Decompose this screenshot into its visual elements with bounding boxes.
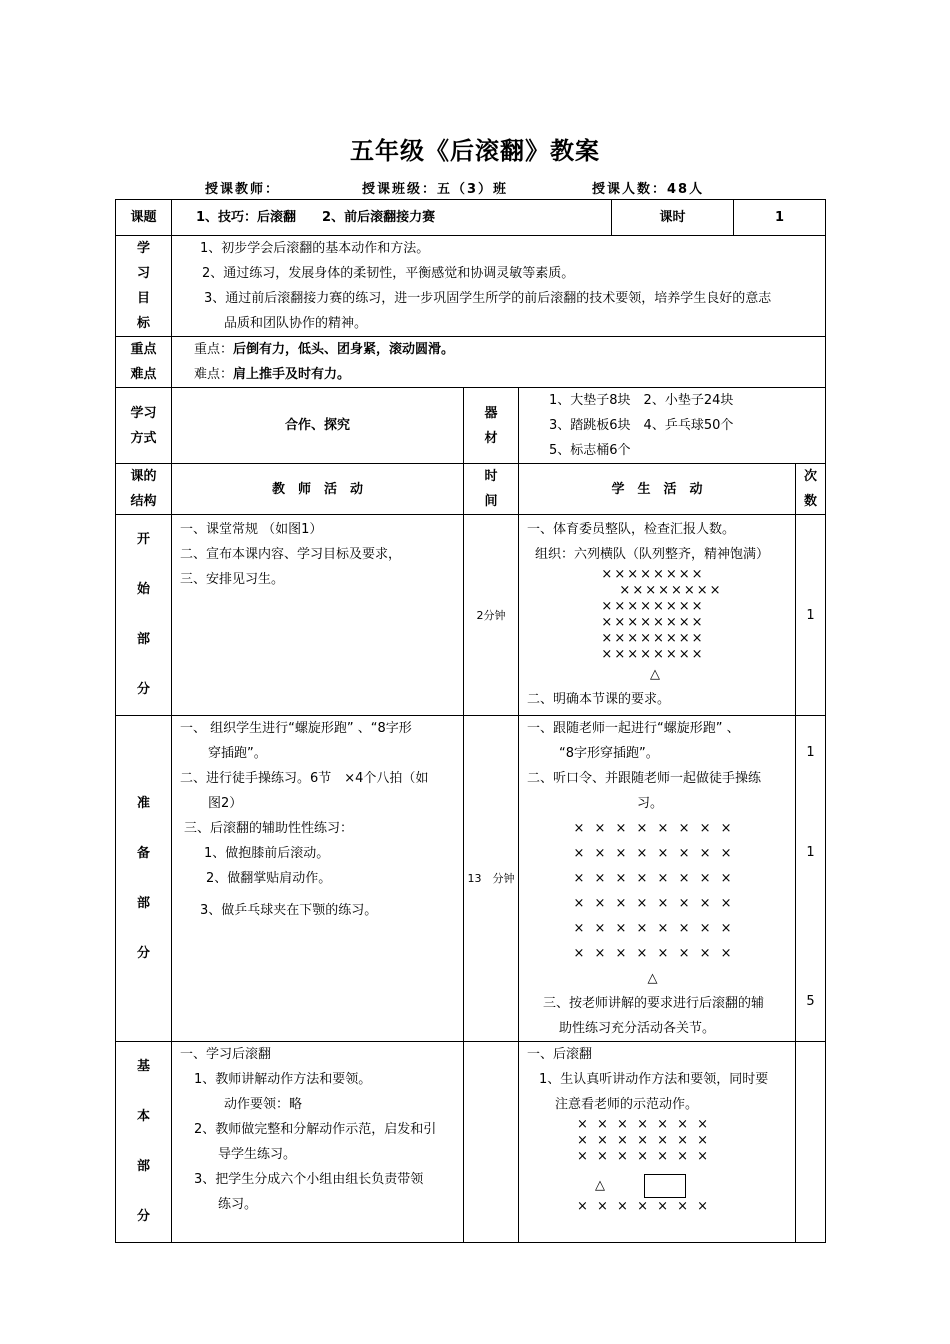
objective-line: 1、初步学会后滚翻的基本动作和方法。 <box>200 241 430 256</box>
method-label: 学习 方式 <box>116 388 172 464</box>
basic-time <box>464 1042 519 1243</box>
objective-line: 2、通过练习，发展身体的柔韧性，平衡感觉和协调灵敏等素质。 <box>202 266 575 281</box>
start-time: 2分钟 <box>464 515 519 716</box>
equipment-content: 1、大垫子8块 2、小垫子24块 3、踏跳板6块 4、乒乓球50个 5、标志桶6个 <box>519 388 826 464</box>
col-count: 次 数 <box>796 464 826 515</box>
topic-label: 课题 <box>116 200 172 236</box>
hours-value: 1 <box>734 200 826 236</box>
lesson-plan-table <box>115 199 826 1243</box>
start-teacher: 一、课堂常规 （如图1） 二、宣布本课内容、学习目标及要求， 三、安排见习生。 <box>172 515 464 716</box>
key-prefix: 重点： <box>194 342 234 357</box>
section-prep-label: 准 备 部 分 <box>116 716 172 1042</box>
col-time: 时 间 <box>464 464 519 515</box>
col-student: 学 生 活 动 <box>519 464 796 515</box>
objective-line: 3、通过前后滚翻接力赛的练习，进一步巩固学生所学的前后滚翻的技术要领，培养学生良好的意志 <box>204 291 772 306</box>
diff-prefix: 难点： <box>194 367 234 382</box>
keypoints-label: 重点 难点 <box>116 337 172 388</box>
topic-content: 1、技巧：后滚翻 2、前后滚翻接力赛 <box>172 200 612 236</box>
teacher-position-icon: △ <box>647 971 659 986</box>
diff-text: 肩上推手及时有力。 <box>233 367 351 382</box>
objectives-label: 学 习 目 标 <box>116 236 172 337</box>
basic-count <box>796 1042 826 1243</box>
prep-student: 一、跟随老师一起进行“螺旋形跑” 、 “8字形穿插跑”。 二、听口令、并跟随老师一起做徒手操练 习。 × × × × × × × × × × × × × × × × × × × × × × × × × × × × × × × × × × × × × × × × × × × × × × × × △ 三、按老师讲解的要求进行后滚翻的辅 助性练习充分活动各关节。 <box>519 716 796 1042</box>
objective-line: 品质和团队协作的精神。 <box>224 316 368 331</box>
hours-label: 课时 <box>612 200 734 236</box>
basic-student: 一、后滚翻 1、生认真听讲动作方法和要领，同时要 注意看老师的示范动作。 × × × × × × × × × × × × × × × × × × × × × △ × × × × × × × <box>519 1042 796 1243</box>
teacher-label: 授课教师： <box>205 182 281 197</box>
mat-icon <box>644 1174 686 1198</box>
equipment-label: 器 材 <box>464 388 519 464</box>
count-label: 授课人数：48人 <box>592 182 705 197</box>
method-content: 合作、探究 <box>172 388 464 464</box>
formation-basic: × × × × × × × × × × × × × × × × × × × × × △ × × × × × × × <box>577 1117 710 1214</box>
teacher-position-icon: △ <box>595 1178 606 1193</box>
col-teacher: 教 师 活 动 <box>172 464 464 515</box>
keypoints-content <box>172 337 826 388</box>
section-start-label: 开 始 部 分 <box>116 515 172 716</box>
page-title: 五年级《后滚翻》教案 <box>350 137 600 165</box>
prep-counts: 1 1 5 <box>796 716 826 1042</box>
col-structure: 课的 结构 <box>116 464 172 515</box>
section-basic-label: 基 本 部 分 <box>116 1042 172 1243</box>
teacher-position-icon: △ <box>650 667 662 682</box>
formation-prep: × × × × × × × × × × × × × × × × × × × × × × × × × × × × × × × × × × × × × × × × × × × × × × × × △ <box>527 816 795 991</box>
class-label: 授课班级：五（3）班 <box>362 182 509 197</box>
prep-time: 13 分钟 <box>464 716 519 1042</box>
basic-teacher: 一、学习后滚翻 1、教师讲解动作方法和要领。 动作要领：略 2、教师做完整和分解动作示范，启发和引 导学生练习。 3、把学生分成六个小组由组长负责带领 练习。 <box>172 1042 464 1243</box>
start-student: 一、体育委员整队，检查汇报人数。 组织：六列横队（队列整齐，精神饱满） ×××××××× ×××××××× ×××××××× ×××××××× ×××××××× ×××××××× △ 二、明确本节课的要求。 <box>519 515 796 716</box>
start-count: 1 <box>796 515 826 716</box>
key-text: 后倒有力，低头、团身紧，滚动圆滑。 <box>233 342 455 357</box>
prep-teacher: 一、 组织学生进行“螺旋形跑” 、“8字形 穿插跑”。 二、进行徒手操练习。6节 ×4个八拍（如 图2） 三、后滚翻的辅助性性练习： 1、做抱膝前后滚动。 2、做翻掌贴肩动作。 3、做乒乓球夹在下颚的练习。 <box>172 716 464 1042</box>
formation-start: ×××××××× ×××××××× ×××××××× ×××××××× ×××××××× ×××××××× △ <box>527 567 795 683</box>
objectives-content <box>172 236 826 337</box>
